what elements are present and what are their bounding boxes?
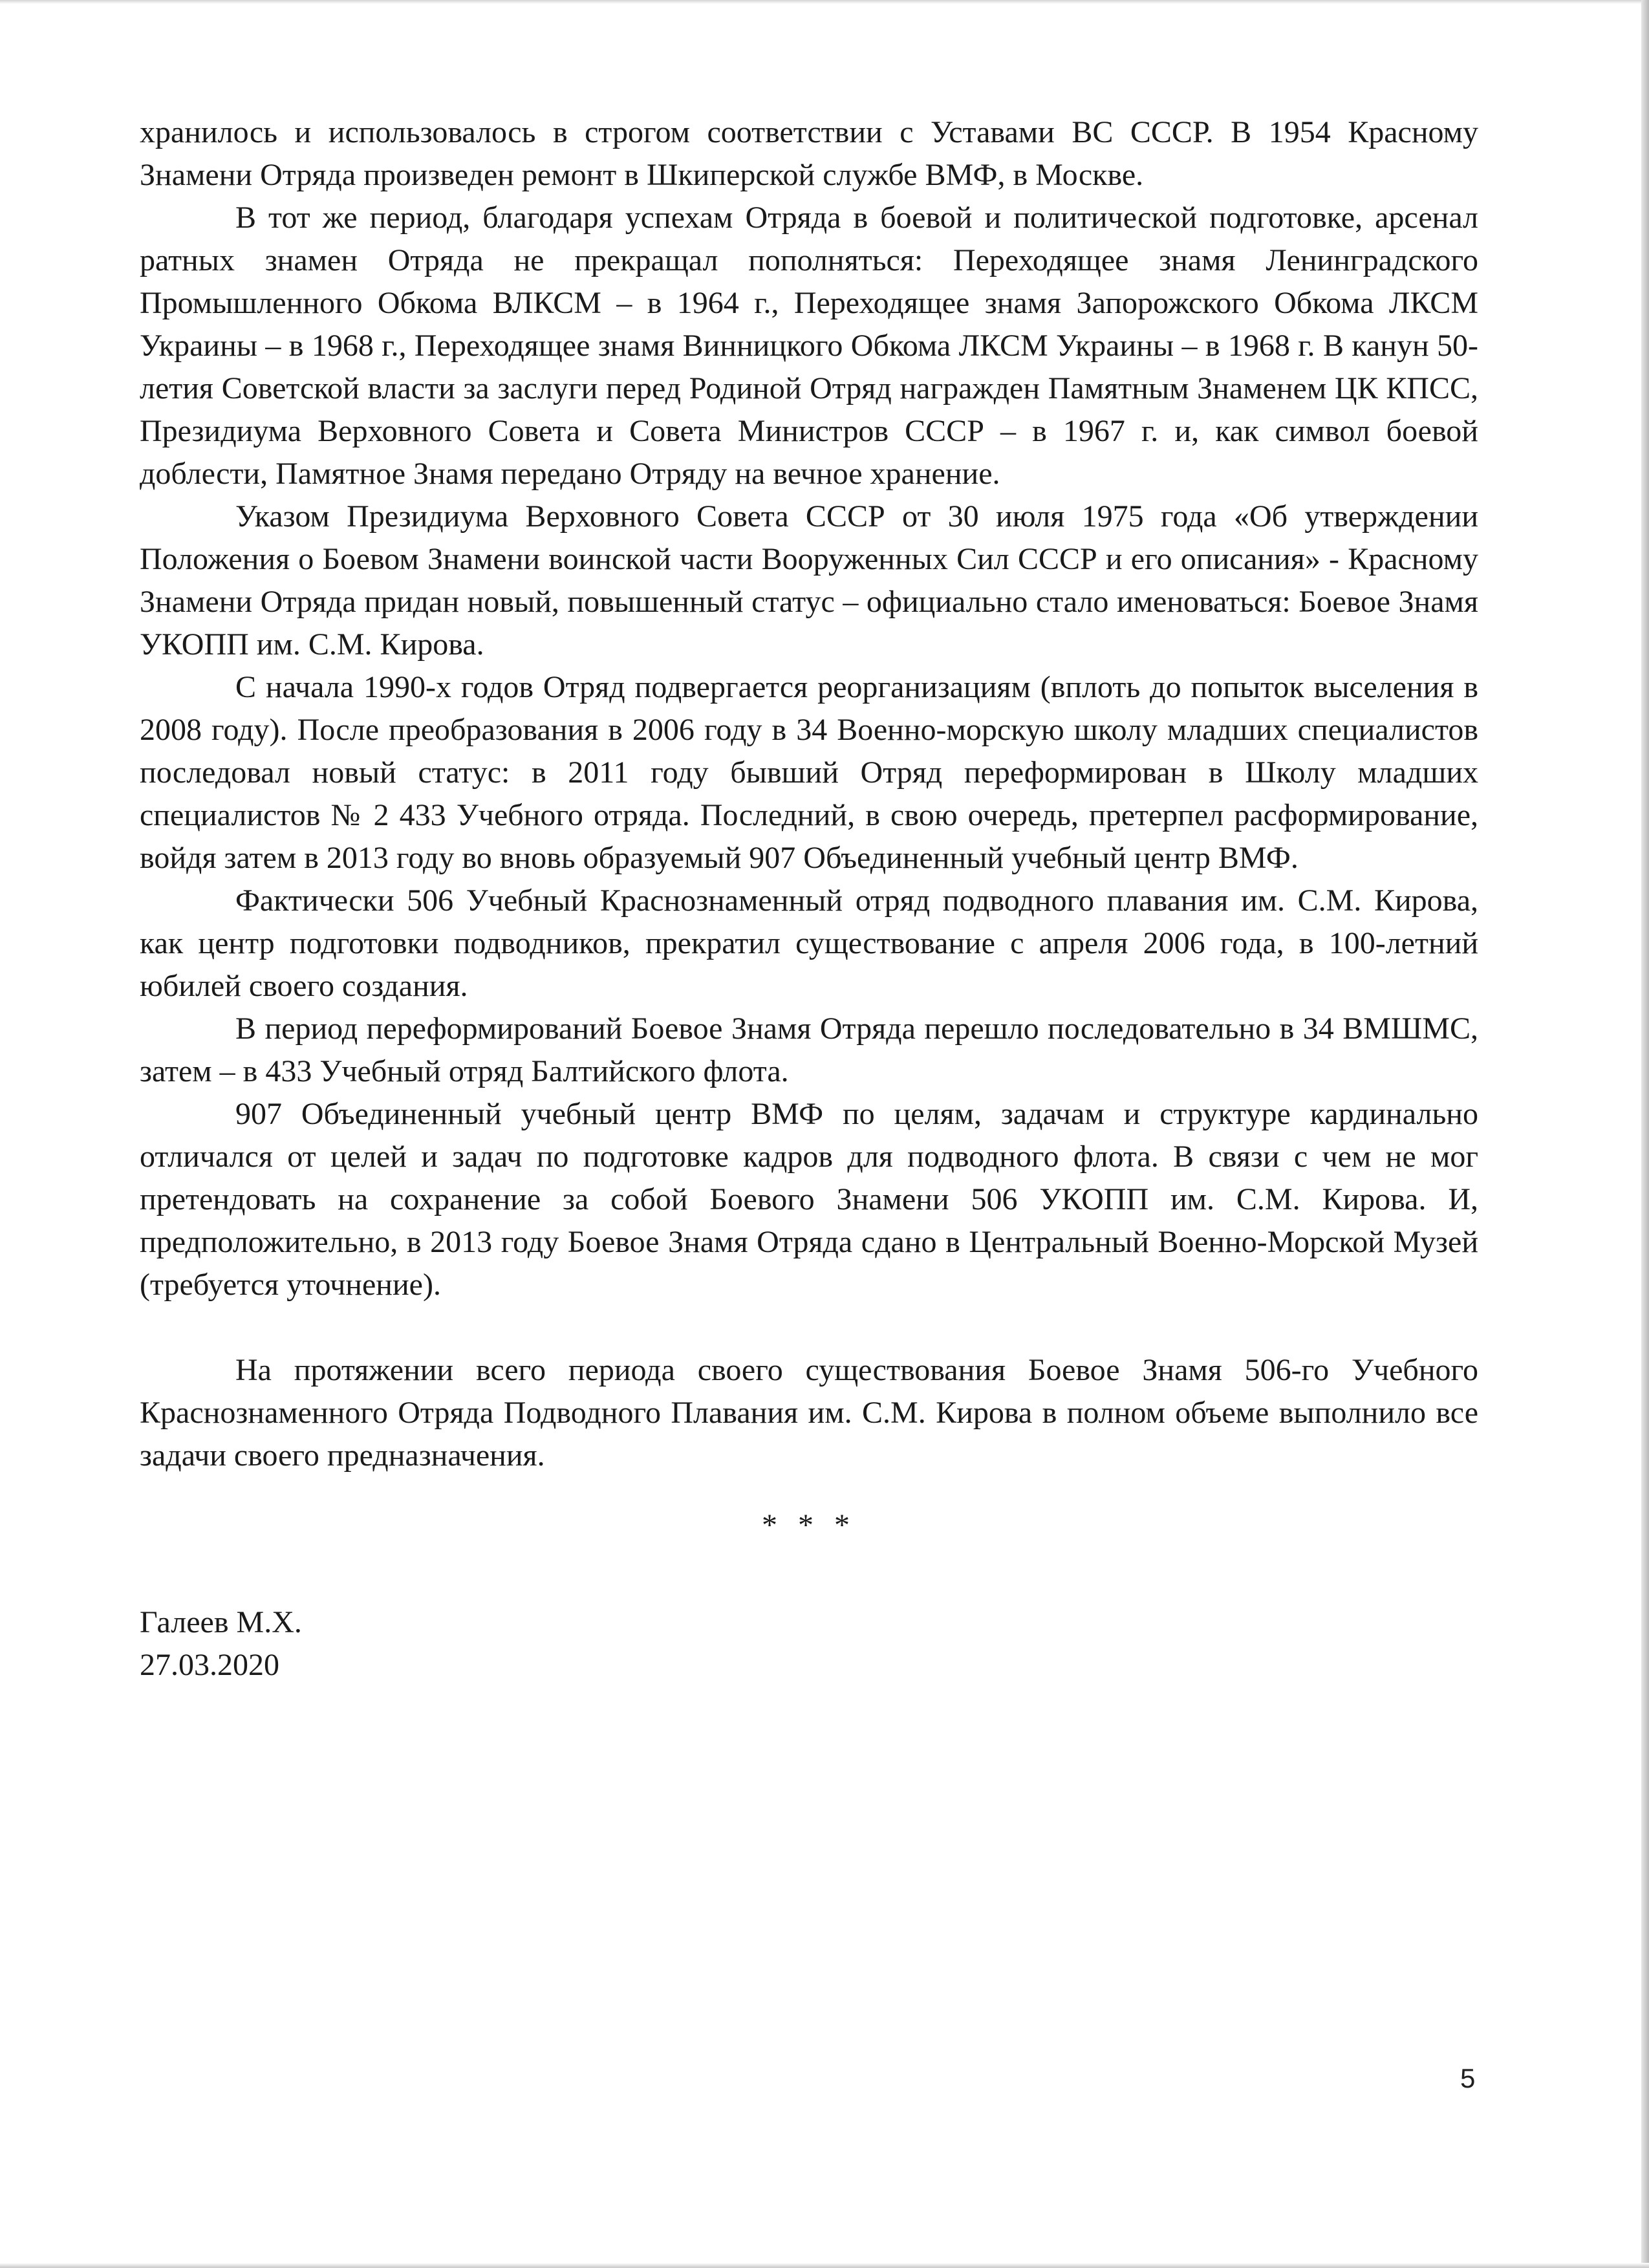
scan-edge-bottom: [0, 2263, 1649, 2268]
paragraph-training-center: 907 Объединенный учебный центр ВМФ по целям, задачам и структуре кардинально отличался от целей и задач по подготовке кадров для подводного флота. В связи с чем не мог претендовать на сохранение за собой Боевого Знамени 506 УКОПП им. С.М. Кирова. И, предположительно, в 2013 году Боевое Знамя Отряда сдано в Центральный Военно-Морской Музей (требуется уточнение).: [140, 1097, 1478, 1302]
paragraph-decree-1975: Указом Президиума Верховного Совета СССР от 30 июля 1975 года «Об утверждении Положения о Боевом Знамени воинской части Вооруженных Сил СССР и его описания» - Красному Знамени Отряда придан новый, повышенный статус – официально стало именоваться: Боевое Знамя УКОПП им. С.М. Кирова.: [140, 499, 1478, 662]
paragraph-continuation: хранилось и использовалось в строгом соответствии с Уставами ВС СССР. В 1954 Красному Знамени Отряда произведен ремонт в Шкиперской службе ВМФ, в Москве.: [140, 115, 1478, 192]
scan-edge-top: [0, 0, 1649, 4]
paragraph-gap: [140, 1306, 1478, 1349]
paragraph-banners-arsenal: В тот же период, благодаря успехам Отряда в боевой и политической подготовке, арсенал ратных знамен Отряда не прекращал пополняться: Переходящее знамя Ленинградского Промышленного Обкома ВЛКСМ – в 1964 г., Переходящее знамя Запорожского Обкома ЛКСМ Украины – в 1968 г., Переходящее знамя Винницкого Обкома ЛКСМ Украины – в 1968 г. В канун 50-летия Советской власти за заслуги перед Родиной Отряд награжден Памятным Знаменем ЦК КПСС, Президиума Верховного Совета и Совета Министров СССР – в 1967 г. и, как символ боевой доблести, Памятное Знамя передано Отряду на вечное хранение.: [140, 200, 1478, 491]
document-body: [140, 111, 1478, 1687]
scan-edge-right: [1641, 0, 1649, 2268]
paragraph-banner-transfer: В период переформирований Боевое Знамя Отряда перешло последовательно в 34 ВМШМС, затем – в 433 Учебный отряд Балтийского флота.: [140, 1011, 1478, 1088]
paragraph-conclusion: На протяжении всего периода своего существования Боевое Знамя 506-го Учебного Краснознаменного Отряда Подводного Плавания им. С.М. Кирова в полном объеме выполнило все задачи своего предназначения.: [140, 1353, 1478, 1473]
section-separator: * * *: [762, 1508, 856, 1542]
paragraph-end-of-existence: Фактически 506 Учебный Краснознаменный отряд подводного плавания им. С.М. Кирова, как центр подготовки подводников, прекратил существование с апреля 2006 года, в 100-летний юбилей своего создания.: [140, 883, 1478, 1003]
document-date: 27.03.2020: [140, 1648, 279, 1682]
signature-block: [140, 1601, 1478, 1687]
author-name: Галеев М.Х.: [140, 1605, 302, 1639]
paragraph-reorganizations: С начала 1990-х годов Отряд подвергается реорганизациям (вплоть до попыток выселения в 2008 году). После преобразования в 2006 году в 34 Военно-морскую школу младших специалистов последовал новый статус: в 2011 году бывший Отряд переформирован в Школу младших специалистов № 2 433 Учебного отряда. Последний, в свою очередь, претерпел расформирование, войдя затем в 2013 году во вновь образуемый 907 Объединенный учебный центр ВМФ.: [140, 670, 1478, 875]
page-number: 5: [1460, 2063, 1476, 2093]
